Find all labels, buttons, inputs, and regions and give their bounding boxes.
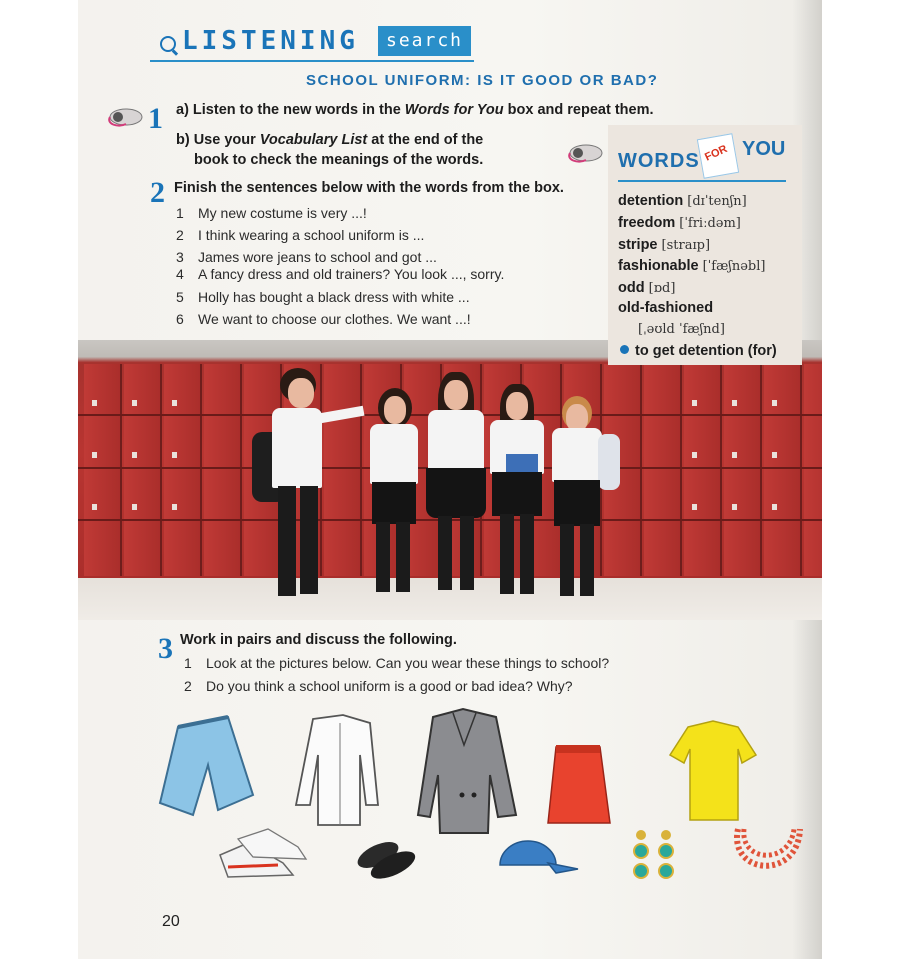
exercise-2-number: 2 bbox=[150, 176, 165, 209]
words-for-you-underline bbox=[618, 180, 786, 182]
necklace-icon bbox=[737, 829, 800, 866]
item-number: 5 bbox=[176, 289, 184, 305]
exercise-1a bbox=[176, 102, 654, 118]
vocab-transcription: [ˈfriːdəm] bbox=[679, 216, 741, 231]
clothing-illustrations bbox=[78, 705, 822, 905]
header-underline bbox=[150, 60, 474, 62]
section-subtitle: SCHOOL UNIFORM: IS IT GOOD OR BAD? bbox=[306, 72, 659, 89]
vocab-word: stripe bbox=[618, 237, 658, 253]
exercise-2-instruction: Finish the sentences below with the words from the box. bbox=[174, 180, 564, 196]
exercise-1a-prefix: a) Listen to the new words in the bbox=[176, 102, 405, 118]
vocab-item bbox=[618, 193, 747, 209]
exercise-1b-suffix: at the end of the bbox=[367, 132, 484, 148]
item-number: 4 bbox=[176, 266, 184, 282]
vocab-transcription: [ɒd] bbox=[648, 281, 676, 296]
item-text: I think wearing a school uniform is ... bbox=[198, 227, 425, 243]
item-number: 3 bbox=[176, 249, 184, 265]
item-number: 1 bbox=[176, 205, 184, 221]
item-text: James wore jeans to school and got ... bbox=[198, 249, 437, 265]
item-text: We want to choose our clothes. We want ...! bbox=[198, 311, 471, 327]
vocab-transcription: [straɪp] bbox=[661, 238, 711, 253]
page-number: 20 bbox=[162, 913, 180, 930]
title-tag: search bbox=[378, 26, 471, 56]
item-number: 2 bbox=[184, 678, 192, 694]
item-text: Holly has bought a black dress with white ... bbox=[198, 289, 470, 305]
words-for-you-title: WORDS bbox=[618, 150, 700, 172]
list-item bbox=[176, 249, 437, 265]
t-shirt-icon bbox=[670, 721, 756, 820]
vocab-item bbox=[618, 300, 713, 316]
exercise-1b-italic: Vocabulary List bbox=[259, 132, 368, 148]
list-item bbox=[176, 311, 471, 327]
list-item bbox=[176, 266, 504, 282]
vocab-item bbox=[618, 258, 765, 274]
vocab-word: freedom bbox=[618, 215, 676, 231]
item-number: 2 bbox=[176, 227, 184, 243]
for-sticker bbox=[697, 133, 739, 179]
vocab-item bbox=[618, 237, 710, 253]
blazer-icon bbox=[418, 709, 516, 833]
jeans-icon bbox=[160, 717, 253, 815]
vocab-transcription-line bbox=[638, 321, 725, 337]
list-item bbox=[176, 205, 367, 221]
item-text: Look at the pictures below. Can you wear these things to school? bbox=[206, 655, 610, 671]
cap-icon bbox=[500, 841, 578, 873]
page-title: LISTENING bbox=[182, 26, 359, 56]
vocab-phrase-text: to get detention (for) bbox=[635, 343, 777, 359]
for-label: FOR bbox=[703, 142, 730, 164]
list-item bbox=[184, 655, 609, 671]
exercise-1b-line2: book to check the meanings of the words. bbox=[194, 152, 484, 168]
exercise-1b-prefix: b) Use your bbox=[176, 132, 260, 148]
item-text: A fancy dress and old trainers? You look ..., sorry. bbox=[198, 266, 505, 282]
trainers-icon bbox=[220, 829, 306, 877]
vocab-transcription: [ˌəʊld ˈfæʃnd] bbox=[638, 322, 725, 337]
exercise-1-number: 1 bbox=[148, 102, 163, 135]
list-item bbox=[176, 289, 470, 305]
headphones-icon bbox=[106, 106, 144, 128]
vocab-phrase bbox=[620, 343, 777, 359]
exercise-1a-italic: Words for You bbox=[404, 102, 504, 118]
item-number: 6 bbox=[176, 311, 184, 327]
exercise-3-instruction: Work in pairs and discuss the following. bbox=[180, 632, 457, 648]
headphones-icon bbox=[566, 142, 604, 164]
vocab-word: odd bbox=[618, 280, 645, 296]
vocab-transcription: [dɪˈtenʃn] bbox=[687, 194, 747, 209]
vocab-item bbox=[618, 280, 675, 296]
vocab-item bbox=[618, 215, 741, 231]
item-text: Do you think a school uniform is a good or bad idea? Why? bbox=[206, 678, 573, 694]
words-for-you-title-right: YOU bbox=[742, 138, 786, 160]
bullet-icon bbox=[620, 345, 629, 354]
vocab-word: detention bbox=[618, 193, 684, 209]
textbook-page bbox=[78, 0, 822, 959]
ballet-flats-icon bbox=[354, 837, 419, 885]
search-icon bbox=[160, 36, 176, 52]
item-text: My new costume is very ...! bbox=[198, 205, 367, 221]
earrings-icon bbox=[634, 830, 673, 878]
exercise-3-number: 3 bbox=[158, 632, 173, 665]
students-photo bbox=[78, 340, 822, 620]
exercise-1b bbox=[176, 132, 483, 148]
item-number: 1 bbox=[184, 655, 192, 671]
vocab-transcription: [ˈfæʃnəbl] bbox=[702, 259, 766, 274]
vocab-word: old-fashioned bbox=[618, 300, 714, 316]
vocab-word: fashionable bbox=[618, 258, 699, 274]
list-item bbox=[176, 227, 424, 243]
skirt-icon bbox=[548, 745, 610, 823]
exercise-1a-suffix: box and repeat them. bbox=[503, 102, 654, 118]
list-item bbox=[184, 678, 573, 694]
shirt-icon bbox=[296, 715, 378, 825]
